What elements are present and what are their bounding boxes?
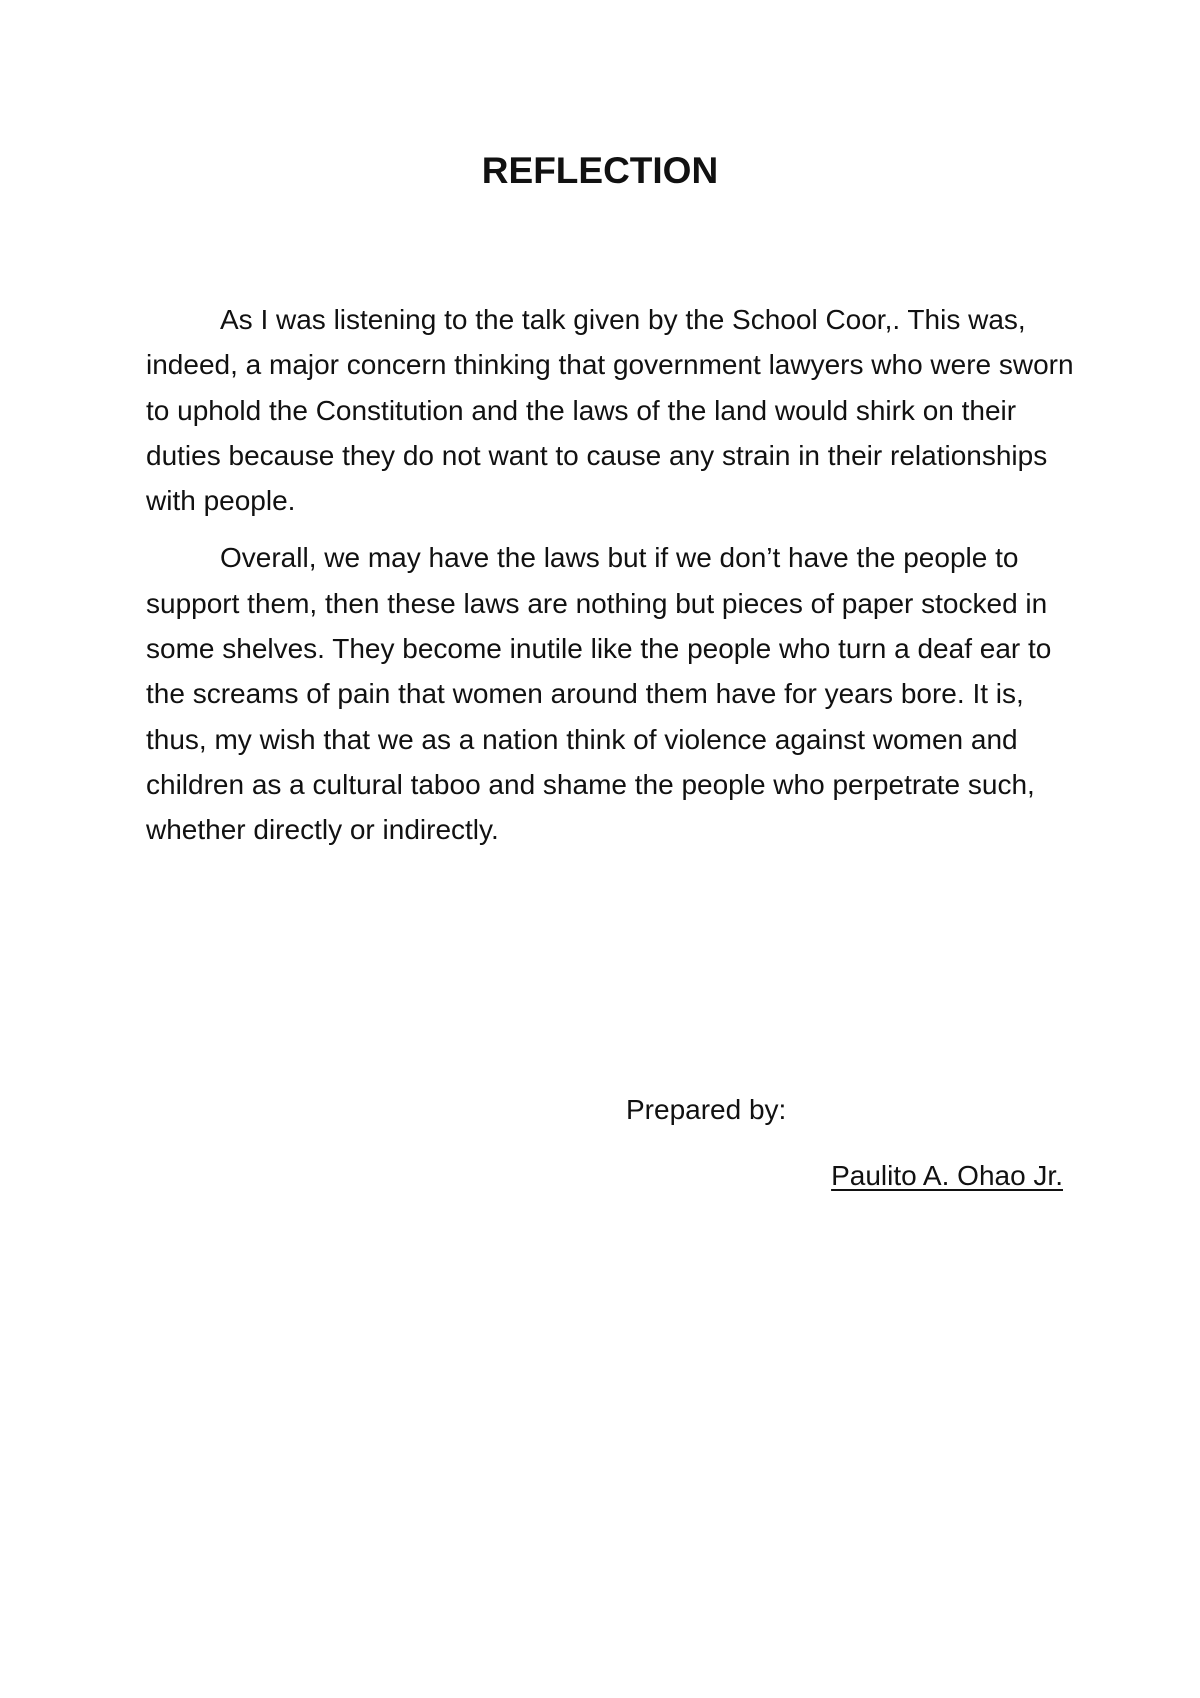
prepared-by-label: Prepared by: xyxy=(626,1094,787,1125)
document-title: REFLECTION xyxy=(481,150,719,191)
paragraph-2: Overall, we may have the laws but if we don’t have the people to support them, then these laws are nothing but pieces of paper stocked in some shelves. They become inutile like the people who turn a deaf ear to the screams of pain that women around them have for years bore. It is, thus, my wish that we as a nation think of violence against women and children as a cultural taboo and shame the people who perpetrate such, whether directly or indirectly. xyxy=(146,542,1052,846)
document-body xyxy=(146,297,1076,865)
author-name: Paulito A. Ohao Jr. xyxy=(831,1160,1063,1191)
paragraph-1: As I was listening to the talk given by the School Coor,. This was, indeed, a major concern thinking that government lawyers who were sworn to uphold the Constitution and the laws of the land would shirk on their duties because they do not want to cause any strain in their relationships with people. xyxy=(146,304,1074,517)
